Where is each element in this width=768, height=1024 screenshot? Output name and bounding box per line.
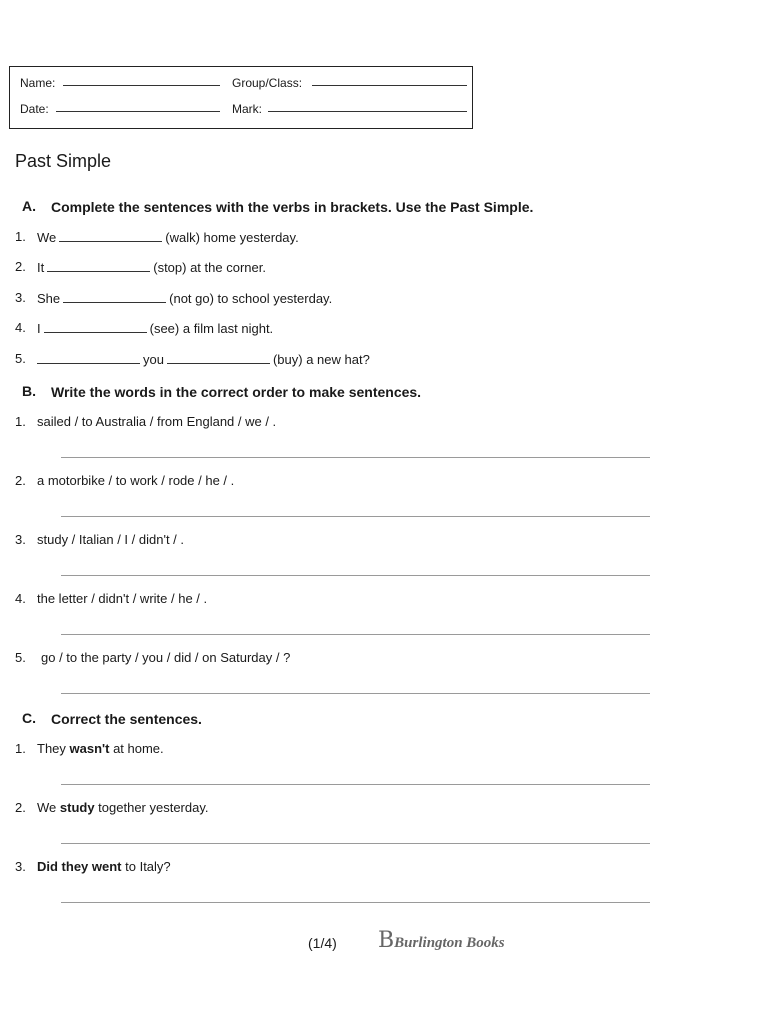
item-text-after: (walk) home yesterday.	[165, 230, 299, 245]
brand-logo	[378, 928, 505, 953]
student-info-box	[9, 66, 473, 129]
item-text-after: (not go) to school yesterday.	[169, 291, 333, 306]
item-text-post: to Italy?	[121, 859, 171, 874]
item-number: 4.	[15, 591, 26, 606]
date-label: Date:	[20, 102, 49, 116]
list-item	[37, 290, 332, 306]
list-item: sailed / to Australia / from England / we / .	[37, 414, 277, 429]
answer-blank[interactable]	[167, 351, 270, 364]
answer-blank[interactable]	[44, 320, 147, 333]
item-text-pre: We	[37, 800, 60, 815]
section-a-letter: A.	[22, 198, 36, 214]
section-b-instruction: Write the words in the correct order to make sentences.	[51, 384, 422, 400]
mark-field[interactable]	[268, 111, 467, 112]
list-item	[37, 859, 171, 874]
item-number: 1.	[15, 414, 26, 429]
list-item: the letter / didn't / write / he / .	[37, 591, 208, 606]
item-number: 3.	[15, 290, 26, 305]
section-c-instruction: Correct the sentences.	[51, 711, 202, 727]
item-number: 3.	[15, 532, 26, 547]
item-text-after: (see) a film last night.	[149, 321, 274, 336]
answer-line[interactable]	[61, 693, 650, 694]
item-number: 1.	[15, 741, 26, 756]
item-number: 2.	[15, 800, 26, 815]
list-item	[37, 259, 266, 275]
mark-label: Mark:	[232, 102, 262, 116]
section-b-letter: B.	[22, 383, 36, 399]
name-label: Name:	[20, 76, 56, 90]
group-field[interactable]	[312, 85, 467, 86]
answer-blank[interactable]	[63, 290, 166, 303]
item-text-before: I	[37, 321, 41, 336]
item-text-after: (buy) a new hat?	[272, 352, 370, 367]
group-label: Group/Class:	[232, 76, 303, 90]
error-phrase: study	[59, 800, 95, 815]
answer-blank[interactable]	[47, 259, 150, 272]
item-number: 2.	[15, 473, 26, 488]
answer-line[interactable]	[61, 843, 650, 844]
answer-line[interactable]	[61, 634, 650, 635]
section-c-letter: C.	[22, 710, 36, 726]
list-item	[37, 320, 273, 336]
answer-blank[interactable]	[37, 351, 140, 364]
error-phrase: Did they went	[37, 859, 122, 874]
answer-line[interactable]	[61, 457, 650, 458]
answer-blank[interactable]	[59, 229, 162, 242]
list-item	[37, 351, 370, 367]
date-field[interactable]	[56, 111, 220, 112]
section-a-instruction: Complete the sentences with the verbs in brackets. Use the Past Simple.	[51, 199, 534, 215]
item-text-after: (stop) at the corner.	[153, 260, 266, 275]
item-text-post: at home.	[109, 741, 164, 756]
page-number: (1/4)	[308, 935, 337, 951]
error-phrase: wasn't	[69, 741, 110, 756]
item-text-post: together yesterday.	[94, 800, 209, 815]
item-number: 5.	[15, 351, 26, 366]
answer-line[interactable]	[61, 902, 650, 903]
item-number: 4.	[15, 320, 26, 335]
item-text-before: We	[37, 230, 57, 245]
brand-mark-icon: B	[378, 928, 395, 953]
item-text-before: She	[37, 291, 61, 306]
brand-name: Burlington Books	[394, 935, 505, 951]
name-field[interactable]	[63, 85, 220, 86]
list-item	[37, 741, 164, 756]
list-item	[37, 229, 299, 245]
item-number: 3.	[15, 859, 26, 874]
item-text-middle: you	[143, 352, 164, 367]
answer-line[interactable]	[61, 784, 650, 785]
page-title: Past Simple	[15, 151, 112, 171]
list-item: a motorbike / to work / rode / he / .	[37, 473, 235, 488]
answer-line[interactable]	[61, 575, 650, 576]
answer-line[interactable]	[61, 516, 650, 517]
item-number: 2.	[15, 259, 26, 274]
item-text-before: It	[37, 260, 45, 275]
list-item: study / Italian / I / didn't / .	[37, 532, 184, 547]
list-item	[37, 800, 209, 815]
item-number: 5.	[15, 650, 26, 665]
item-text-pre: They	[37, 741, 70, 756]
list-item: go / to the party / you / did / on Saturday / ?	[41, 650, 291, 665]
item-number: 1.	[15, 229, 26, 244]
